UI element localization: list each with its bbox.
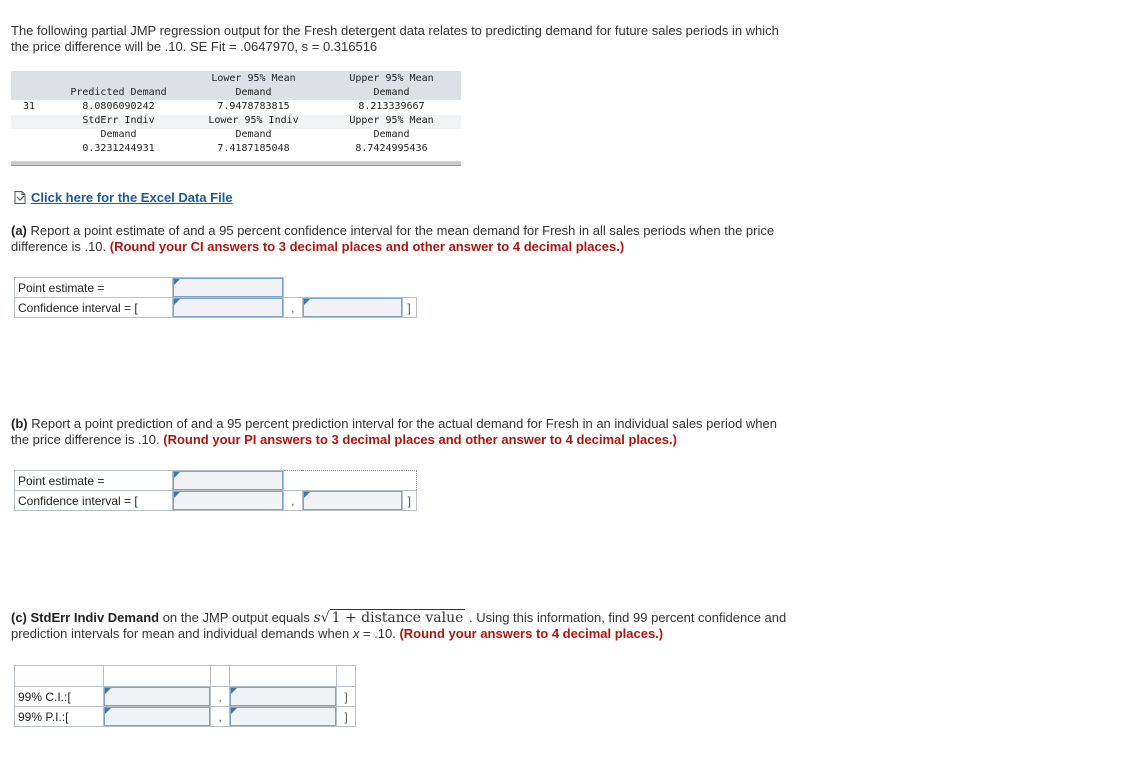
- part-c-text-1: on the JMP output equals: [159, 610, 314, 625]
- stderr-label-2: Demand: [100, 129, 137, 140]
- part-a-close-bracket: ]: [402, 298, 416, 318]
- part-c-pi-label: 99% P.I.:[: [15, 707, 104, 727]
- part-a-point-label: Point estimate =: [15, 278, 173, 298]
- part-c-pi-close: ]: [337, 707, 356, 727]
- part-c-pi-comma: ,: [211, 707, 230, 727]
- row-id: 31: [23, 101, 36, 112]
- predicted-value: 8.0806090242: [82, 101, 155, 112]
- part-a-tag: (a): [11, 223, 27, 238]
- part-c-pi-lower-input[interactable]: [104, 707, 210, 726]
- jmp-output-table: [11, 71, 461, 167]
- upper-indiv-label-1: Upper 95% Mean: [349, 115, 434, 126]
- part-c-pi-upper-input[interactable]: [230, 707, 336, 726]
- part-b-ci-label: Confidence interval = [: [15, 491, 173, 511]
- part-b-comma: ,: [284, 491, 303, 511]
- part-c-text-1b: . Using this information, find 99 percent confidence and: [465, 610, 787, 625]
- excel-link-label[interactable]: Click here for the Excel Data File: [31, 190, 233, 205]
- part-c-text-2b: = .10.: [359, 626, 400, 641]
- header-predicted-demand: Predicted Demand: [70, 87, 167, 98]
- stderr-label-1: StdErr Indiv: [82, 115, 155, 126]
- part-c-answer-grid: [14, 665, 356, 727]
- part-a-ci-lower-input[interactable]: [173, 298, 283, 317]
- x-variable: x: [352, 626, 360, 641]
- part-b-instruction: (Round your PI answers to 3 decimal places and other answer to 4 decimal places.): [163, 432, 677, 447]
- part-c-question: [11, 610, 871, 642]
- part-a-question: [11, 223, 871, 255]
- part-b-ci-lower-input[interactable]: [173, 491, 283, 510]
- part-b-point-label: Point estimate =: [15, 471, 173, 491]
- intro-text: [11, 23, 871, 55]
- intro-line-1: The following partial JMP regression output for the Fresh detergent data relates to predicting demand for future sales periods in which: [11, 23, 779, 38]
- header-upper-mean-2: Demand: [373, 87, 410, 98]
- part-a-text-2: difference is .10.: [11, 239, 110, 254]
- part-b-close-bracket: ]: [402, 491, 417, 511]
- part-b-question: [11, 416, 871, 448]
- part-a-ci-label: Confidence interval = [: [15, 298, 173, 318]
- part-b-tag: (b): [11, 416, 28, 431]
- excel-data-link[interactable]: [14, 190, 233, 205]
- part-c-ci-label: 99% C.I.:[: [15, 687, 104, 707]
- part-b-text-1: Report a point prediction of and a 95 percent prediction interval for the actual demand for Fresh in an individual sales period when: [27, 416, 778, 431]
- table-bottom-rule: [11, 161, 461, 166]
- part-b-ci-upper-input[interactable]: [303, 491, 402, 510]
- upper-indiv-value: 8.7424995436: [355, 143, 428, 154]
- stderr-formula: s√ 1 + distance value: [313, 610, 464, 626]
- lower-mean-value: 7.9478783815: [217, 101, 290, 112]
- upper-mean-value: 8.213339667: [358, 101, 425, 112]
- part-a-instruction: (Round your CI answers to 3 decimal places and other answer to 4 decimal places.): [109, 239, 625, 254]
- part-b-point-input[interactable]: [173, 471, 283, 490]
- part-a-point-input[interactable]: [173, 278, 283, 297]
- header-lower-mean-1: Lower 95% Mean: [211, 73, 296, 84]
- stderr-value: 0.3231244931: [82, 143, 155, 154]
- part-c-tag: (c) StdErr Indiv Demand: [11, 610, 160, 625]
- part-a-comma: ,: [284, 298, 303, 318]
- upper-indiv-label-2: Demand: [373, 129, 410, 140]
- intro-line-2: the price difference will be .10. SE Fit = .0647970, s = 0.316516: [11, 39, 378, 54]
- part-c-ci-upper-input[interactable]: [230, 687, 336, 706]
- part-b-answer-grid: [14, 470, 417, 511]
- part-a-text-1: Report a point estimate of and a 95 percent confidence interval for the mean demand for Fresh in all sales periods when the price: [26, 223, 775, 238]
- lower-indiv-label-2: Demand: [235, 129, 272, 140]
- document-icon: [14, 191, 26, 204]
- part-a-answer-grid: [14, 277, 417, 318]
- formula-s: s: [313, 610, 321, 626]
- part-c-ci-close: ]: [337, 687, 356, 707]
- header-lower-mean-2: Demand: [235, 87, 272, 98]
- part-b-text-2: the price difference is .10.: [11, 432, 164, 447]
- part-c-instruction: (Round your answers to 4 decimal places.): [399, 626, 664, 641]
- part-c-ci-lower-input[interactable]: [104, 687, 210, 706]
- part-a-ci-upper-input[interactable]: [303, 298, 402, 317]
- lower-indiv-label-1: Lower 95% Indiv: [208, 115, 299, 126]
- formula-radicand: 1 + distance value: [331, 610, 464, 626]
- part-c-text-2: prediction intervals for mean and individual demands when: [11, 626, 353, 641]
- part-c-ci-comma: ,: [211, 687, 230, 707]
- lower-indiv-value: 7.4187185048: [217, 143, 290, 154]
- header-upper-mean-1: Upper 95% Mean: [349, 73, 434, 84]
